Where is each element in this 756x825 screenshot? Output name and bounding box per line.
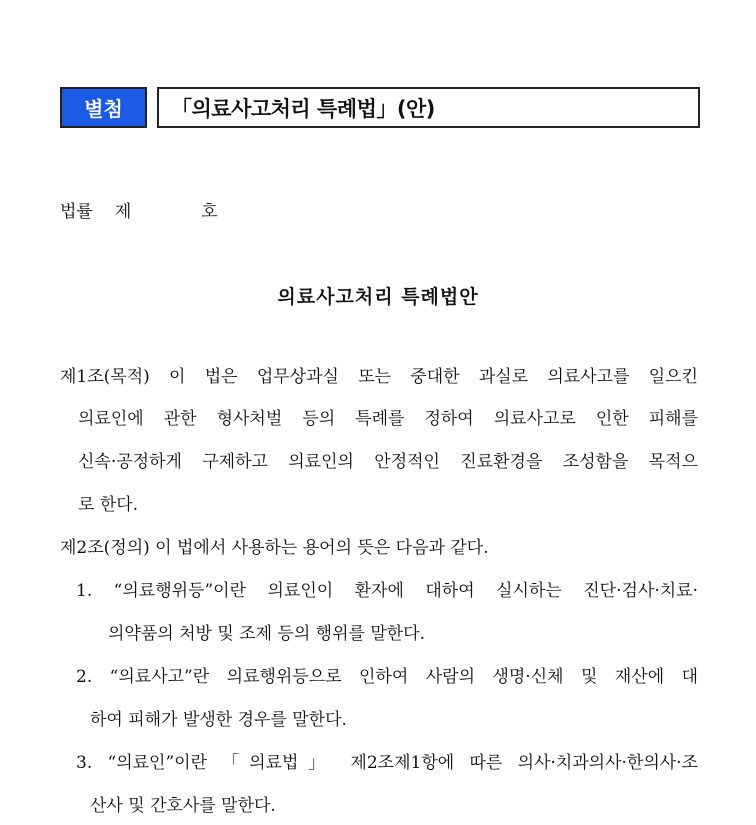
attachment-badge: 별첨 (60, 87, 147, 128)
article-1-line-4: 로 한다. (78, 495, 139, 515)
law-number-ho: 호 (201, 202, 218, 222)
article-1-line-1: 제1조(목적) 이 법은 업무상과실 또는 중대한 과실로 의료사고를 일으킨 (60, 367, 698, 387)
article-1-line-3: 신속·공정하게 구제하고 의료인의 안정적인 진료환경을 조성함을 목적으 (78, 452, 698, 472)
law-number-je: 제 (114, 202, 132, 222)
law-number-line (60, 197, 218, 222)
bill-title-box: 「의료사고처리 특례법」(안) (157, 87, 700, 128)
definition-2-line-1: 2. “의료사고”란 의료행위등으로 인하여 사람의 생명·신체 및 재산에 대 (76, 667, 698, 687)
article-2-heading: 제2조(정의) 이 법에서 사용하는 용어의 뜻은 다음과 같다. (60, 538, 489, 558)
law-title: 의료사고처리 특례법안 (277, 286, 479, 308)
definition-1-line-1: 1. “의료행위등”이란 의료인이 환자에 대하여 실시하는 진단·검사·치료· (76, 581, 698, 601)
definition-1-line-2: 의약품의 처방 및 조제 등의 행위를 말한다. (108, 624, 426, 644)
article-1-line-2: 의료인에 관한 형사처벌 등의 특례를 정하여 의료사고로 인한 피해를 (78, 409, 698, 429)
attachment-header (60, 87, 700, 128)
definition-3-line-2: 산사 및 간호사를 말한다. (90, 796, 276, 816)
definition-2-line-2: 하여 피해가 발생한 경우를 말한다. (90, 710, 347, 730)
law-number-prefix: 법률 (60, 202, 93, 222)
definition-3-line-1: 3. “의료인”이란 「의료법」 제2조제1항에 따른 의사·치과의사·한의사·조 (76, 753, 698, 773)
